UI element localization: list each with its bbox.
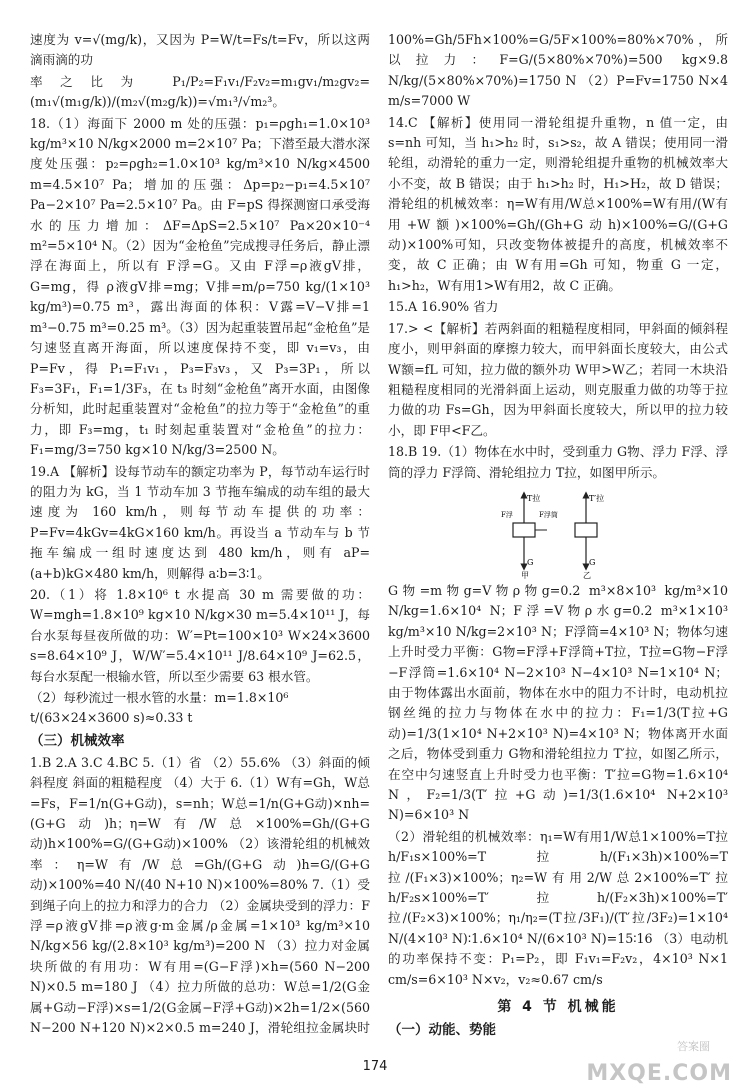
left-column (30, 30, 370, 1040)
subsection-title: （一）动能、势能 (388, 1022, 496, 1039)
watermark: MXQE.COM (586, 1061, 732, 1086)
answer-paragraph: 100%=Gh/5Fh×100%=G/5F×100%=80%×70%，所以拉力：F=G/(5×80%×70%)=500 kg×9.8 N/kg/(5×80%×70%)=1750 N （2）P=Fv=1750 N×4 m/s=7000 W (388, 32, 728, 109)
object-box-right (575, 523, 597, 537)
force-diagram (388, 487, 728, 579)
answer-paragraph: （2）滑轮组的机械效率：η₁=W有用1/W总1×100%=T拉h/F₁s×100%=T拉h/(F₁×3h)×100%=T拉/(F₁×3)×100%；η₂=W有用2/W总2×100%=T′拉h/F₂s×100%=T′拉h/(F₂×3h)×100%=T′拉/(F₂×3)×100%；η₁/η₂=(T拉/3F₁)/(T′拉/3F₂)=1×10⁴ N/(4×10³ N)∶1.6×10⁴ N/(6×10³ N)=15∶16 （3）电动机的功率保持不变：P₁=P₂，即 F₁v₁=F₂v₂，4×10³ N×1 cm/s=6×10³ N×v₂，v₂≈0.67 cm/s (388, 828, 728, 987)
figure-label-left: 甲 (521, 570, 529, 579)
right-column (388, 30, 728, 1040)
answer-paragraph: G物=m物g=V物ρ物g=0.2 m³×8×10³ kg/m³×10 N/kg=1.6×10⁴ N；F浮=V物ρ水g=0.2 m³×1×10³ kg/m³×10 N/kg=2×10³ N；F浮筒=4×10³ N；物体匀速上升时受力平衡：G物=F浮+F浮筒+T拉，T拉=G物−F浮−F浮筒=1.6×10⁴ N−2×10³ N−4×10³ N=1×10⁴ N；由于物体露出水面前，物体在水中的阻力不计时，电动机拉钢丝绳的拉力与物体在水中的拉力：F₁=1/3(T拉+G动)=1/3(1×10⁴ N+2×10³ N)=4×10³ N；物体离开水面之后，物体受到重力 G物和滑轮组拉力 T′拉，如图乙所示，在空中匀速竖直上升时受力也平衡：T′拉=G物=1.6×10⁴ N，F₂=1/3(T′拉+G动)=1/3(1.6×10⁴ N+2×10³ N)=6×10³ N (388, 582, 728, 823)
chapter-title: 第 4 节 机械能 (497, 999, 619, 1016)
force-label-g-right: G (589, 557, 596, 567)
force-diagram-svg (483, 487, 633, 579)
force-label-f-buoy: F浮 (501, 510, 513, 519)
force-label-f-tube: F浮筒 (539, 510, 558, 519)
answer-paragraph-18: 18.（1）海面下 2000 m 处的压强：p₁=ρgh₁=1.0×10³ kg/m³×10 N/kg×2000 m=2×10⁷ Pa；下潜至最大潜水深度处压强：p₂=ρgh₂=1.0×10³ kg/m³×10 N/kg×4500 m=4.5×10⁷ Pa；增加的压强：Δp=p₂−p₁=4.5×10⁷ Pa−2×10⁷ Pa=2.5×10⁷ Pa。由 F=pS 得探测窗口承受海水的压力增加：ΔF=ΔpS=2.5×10⁷ Pa×20×10⁻⁴ m²=5×10⁴ N。（2）因为“金枪鱼”完成搜寻任务后，静止漂浮在海面上，所以有 F浮=G。又由 F浮=ρ液gV排，G=mg，得 ρ液gV排=mg；V排=m/ρ=750 kg/(1×10³ kg/m³)=0.75 m³，露出海面的体积：V露=V−V排=1 m³−0.75 m³=0.25 m³。（3）因为起重装置吊起“金枪鱼”是匀速竖直离开海面，所以速度保持不变，即 v₁=v₃，由 P=Fv，得 P₁=F₁v₁，P₃=F₃v₃，又 P₃=3P₁，所以 F₃=3F₁，F₁=1/3F₃，在 t₃ 时刻“金枪鱼”离开水面，由图像分析知，此时起重装置对“金枪鱼”的拉力等于“金枪鱼”的重力，即 F₃=mg，t₁ 时刻起重装置对“金枪鱼”的拉力：F₁=mg/3=750 kg×10 N/kg/3=2500 N。 (30, 115, 370, 458)
figure-label-right: 乙 (583, 570, 591, 579)
section-title-efficiency: （三）机械效率 (30, 732, 125, 749)
force-label-g-left: G (527, 557, 534, 567)
answer-paragraph-17: 17.> <【解析】若两斜面的粗糙程度相同，甲斜面的倾斜程度小，则甲斜面的摩擦力较大，而甲斜面长度较大，由公式 W额=fL 可知，拉力做的额外功 W甲>W乙；若同一木块沿粗糙程度相同的光滑斜面上运动，则克服重力做的功等于拉力做的功 Fs=Gh，因为甲斜面长度较大，所以甲的拉力较小，即 F甲<F乙。 (388, 320, 728, 438)
force-label-t: T拉 (527, 493, 541, 503)
two-column-body (30, 30, 728, 1040)
page-number: 174 (362, 1059, 388, 1074)
force-label-tprime: T′拉 (589, 493, 605, 503)
answer-paragraph-15: 15.A 16.90% 省力 (388, 299, 499, 315)
answer-paragraph-19: 19.A 【解析】设每节动车的额定功率为 P，每节动车运行时的阻力为 kG，当 1 节动车加 3 节拖车编成的动车组的最大速度为 160 km/h，则每节动车提供的功率：P=Fv=4kGv=4kG×160 km/h。再设当 a 节动车与 b 节拖车编成一组时速度达到 480 km/h，则有 aP=(a+b)kG×480 km/h，则解得 a∶b=3∶1。 (30, 463, 370, 581)
answer-paragraph-20-2: （2）每秒流过一根水管的水量：m=1.8×10⁶ t/(63×24×3600 s)≈0.33 t (30, 690, 289, 726)
watermark-small: 答案圈 (677, 1040, 710, 1053)
answer-paragraph: 速度为 v=√(mg/k)，又因为 P=W/t=Fs/t=Fv，所以这两滴雨滴的功 (30, 32, 370, 68)
answer-paragraph-14: 14.C 【解析】使用同一滑轮组提升重物，n 值一定，由 s=nh 可知，当 h₁>h₂ 时，s₁>s₂，故 A 错误；使用同一滑轮组，动滑轮的重力一定，则滑轮组提升重物的机械效率大小不变，故 B 错误；由于 h₁>h₂ 时，H₁>H₂，故 D 错误；滑轮组的机械效率：η=W有用/W总×100%=W有用/(W有用+W额)×100%=Gh/(Gh+G动h)×100%=G/(G+G动)×100%可知，只改变物体被提升的高度，机械效率不变，故 C 正确；由 W有用=Gh 可知，物重 G 一定，h₁>h₂，W有用1>W有用2，故 C 正确。 (388, 114, 728, 293)
object-box-left (513, 523, 535, 537)
answer-paragraph-18-19: 18.B 19.（1）物体在水中时，受到重力 G物、浮力 F浮、浮筒的浮力 F浮筒、滑轮组拉力 T拉，如图甲所示。 (388, 444, 728, 480)
answer-paragraph: 1.B 2.A 3.C 4.BC 5.（1）省 （2）55.6% （3）斜面的倾斜程度 斜面的粗糙程度 （4）大于 6.（1）W有=Gh，W总=Fs，F=1/n(G+G动)，s=nh；W总=1/n(G+G动)×nh=(G+G动)h；η=W有/W总×100%=Gh/(G+G动)h×100%=G/(G+G动)×100% （2）该滑轮组的机械效率：η=W有/W总=Gh/(G+G动)h=G/(G+G动)×100%=40 N/(40 N+10 N)×100%=80% 7.（1）受到绳子向上的拉力和浮力的合力 （2）金属块受到的浮力：F浮=ρ液gV排=ρ液g·m金属/ρ金属=1×10³ kg/m³×10 N/kg×56 kg/(2.8×10³ kg/m³)=200 N （3）拉力对金属块所做的有用功：W有用=(G−F浮)×h=(560 N−200 N)×0.5 m=180 J （4）拉力所做的总功：W总=1/2(G金属+G动−F浮)×s=1/2(G金属−F浮+G动)×2h=1/2×(560 N−200 N+120 N)×2×0.5 m=240 J，滑轮组拉金属块时 (30, 754, 370, 1036)
answer-paragraph: 率之比为 P₁/P₂=F₁v₁/F₂v₂=m₁gv₁/m₂gv₂=(m₁√(m₁g/k))/(m₂√(m₂g/k))=√m₁³/√m₂³。 (30, 73, 370, 110)
answer-paragraph-20: 20.（1）将 1.8×10⁶ t 水提高 30 m 需要做的功：W=mgh=1.8×10⁹ kg×10 N/kg×30 m=5.4×10¹¹ J，每台水泵每昼夜所做的功：W′=Pt=100×10³ W×24×3600 s=8.64×10⁹ J，W/W′=5.4×10¹¹ J/8.64×10⁹ J=62.5，每台水泵配一根输水管，所以至少需要 63 根水管。 (30, 586, 370, 684)
